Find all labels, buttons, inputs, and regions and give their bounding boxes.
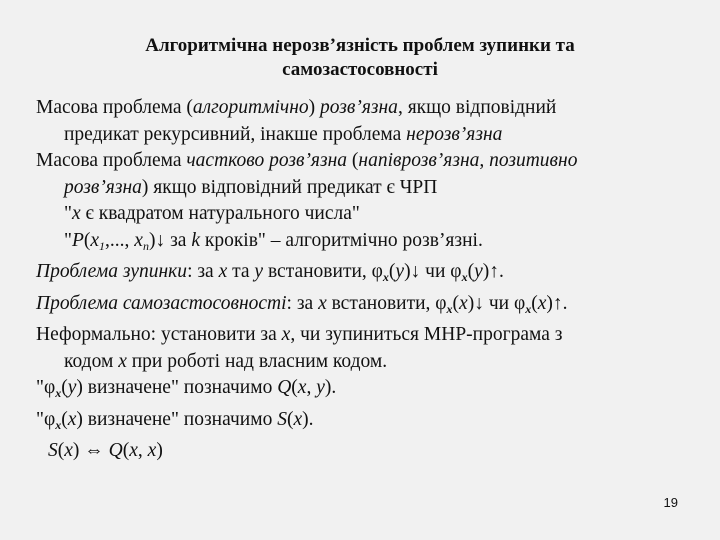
paragraph-partial-solvability: Масова проблема частково розв’язна (напіврозв’язна, позитивно розв’язна) якщо відповідний предикат є ЧРП (36, 150, 578, 198)
notation-q: "$\varphi_x(y)$ визначене" позначимо Q(x, y). (36, 377, 337, 400)
self-applicability-problem-definition: Проблема самозастосовності: за x встановити, $\varphi_x(x)↓$ чи $\varphi_x(x)↑$. (36, 292, 568, 316)
equivalence-formula: S(x) ⇔ Q(x, x) (48, 440, 163, 461)
paragraph-algorithmic-solvability: Масова проблема (алгоритмічно) розв’язна, якщо відповідний предикат рекурсивний, інакше проблема нерозв’язна (36, 97, 557, 145)
informal-statement: Неформально: установити за x, чи зупиниться МНР-програма з кодом x при роботі над власним кодом. (36, 324, 563, 372)
slide-title (60, 34, 660, 82)
title-line-1: Алгоритмічна нерозв’язність проблем зупинки та (145, 35, 575, 56)
page-number: 19 (663, 495, 678, 510)
example-predicate-k-steps: "$P(x_1$,..., $x_n)↓$ за k кроків" – алгоритмічно розв’язні. (64, 229, 483, 253)
example-square: "x є квадратом натурального числа" (64, 203, 360, 224)
halting-problem-definition: Проблема зупинки: за x та y встановити, $\varphi_x(y)↓$ чи $\varphi_x(y)↑$. (36, 261, 504, 284)
notation-s: "$\varphi_x(x)$ визначене" позначимо S(x). (36, 408, 314, 432)
slide-body (36, 95, 708, 465)
title-line-2: самозастосовності (282, 59, 438, 80)
